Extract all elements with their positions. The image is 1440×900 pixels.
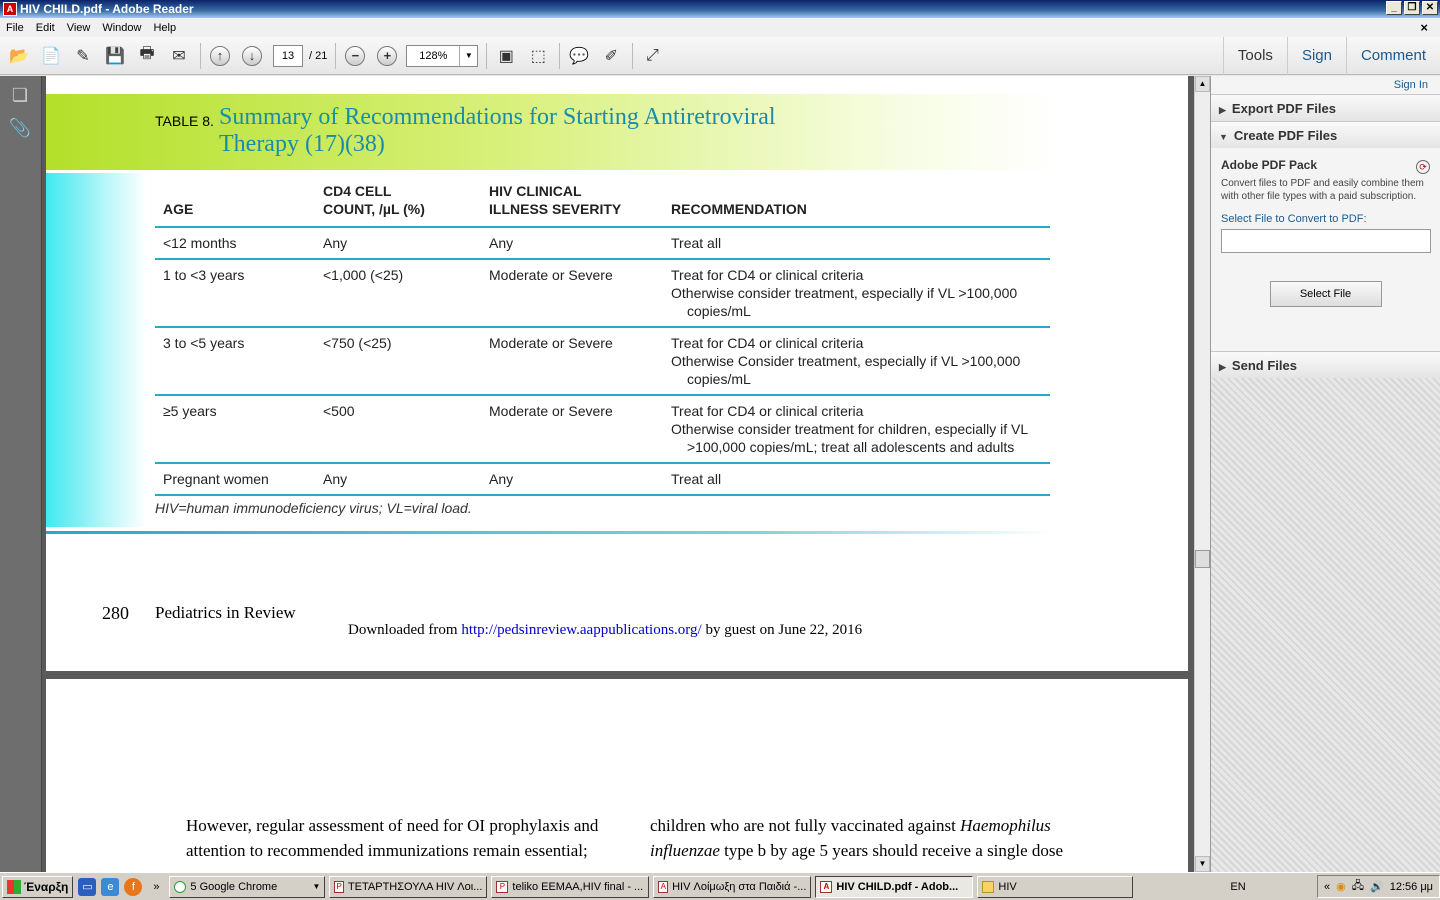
chevron-right-icon: ▶ xyxy=(1219,362,1226,372)
show-desktop-icon[interactable]: ▭ xyxy=(78,878,96,896)
system-tray xyxy=(1317,875,1440,898)
task-folder[interactable] xyxy=(977,876,1133,898)
toolbar-separator xyxy=(486,43,487,69)
toolbar-separator xyxy=(335,43,336,69)
adobe-reader-icon: A xyxy=(3,2,17,16)
previous-page-icon[interactable]: ↑ xyxy=(207,43,233,69)
send-files-label: Send Files xyxy=(1231,358,1297,373)
zoom-in-icon[interactable]: + xyxy=(374,43,400,69)
table-row xyxy=(155,228,1050,260)
create-pdf-section[interactable] xyxy=(1211,121,1440,148)
rec-line: copies/mL xyxy=(687,303,751,319)
text-line: However, regular assessment of need for OI prophylaxis and xyxy=(186,816,599,835)
table-header-row xyxy=(155,173,1050,228)
close-button[interactable]: ✕ xyxy=(1422,1,1438,15)
scroll-up-icon[interactable]: ▲ xyxy=(1195,76,1210,92)
chevron-down-icon: ▼ xyxy=(312,881,321,891)
cell-severity: Any xyxy=(489,235,514,251)
table-bottom-rule xyxy=(46,531,1056,534)
cell-age: ≥5 years xyxy=(163,403,217,419)
cell-severity: Moderate or Severe xyxy=(489,267,613,283)
print-icon[interactable]: 🖶 xyxy=(139,45,155,62)
task-label: teliko EEMAA,HIV final - ... xyxy=(512,880,644,893)
chrome-icon xyxy=(174,881,186,893)
right-tool-tabs xyxy=(1223,37,1440,75)
cell-recommendation xyxy=(671,328,1050,394)
minimize-button[interactable]: _ xyxy=(1386,1,1402,15)
rec-line: Otherwise consider treatment, especially if VL >100,000 xyxy=(671,285,1018,301)
header-age: AGE xyxy=(163,201,194,217)
start-label: Έναρξη xyxy=(24,879,69,894)
highlight-icon[interactable]: ✐ xyxy=(604,47,619,65)
cell-age: 1 to <3 years xyxy=(163,267,245,283)
comment-bubble-icon[interactable]: 💬 xyxy=(569,47,590,65)
open-icon[interactable]: 📂 xyxy=(9,47,29,65)
pdf-icon: A xyxy=(658,881,668,893)
left-column-text xyxy=(186,813,626,863)
cell-severity: Moderate or Severe xyxy=(489,403,613,419)
powerpoint-icon: P xyxy=(496,881,508,893)
text-line xyxy=(650,838,1090,863)
table-title-line-1: Summary of Recommendations for Starting Antiretroviral xyxy=(219,104,776,130)
download-link[interactable]: http://pedsinreview.aappublications.org/ xyxy=(461,622,702,638)
attachments-icon[interactable]: 📎 xyxy=(8,118,32,138)
pdf-pack-title: Adobe PDF Pack xyxy=(1221,158,1318,172)
select-file-button[interactable]: Select File xyxy=(1270,281,1382,307)
folder-icon xyxy=(982,881,994,893)
text-line: attention to recommended immunizations remain essential; xyxy=(186,841,588,860)
edit-pdf-icon[interactable]: ✎ xyxy=(76,47,90,65)
recommendations-table xyxy=(155,173,1050,496)
header-recommendation: RECOMMENDATION xyxy=(671,201,807,217)
table-label: TABLE 8. xyxy=(155,113,214,129)
download-prefix: Downloaded from xyxy=(348,622,462,638)
text-line xyxy=(650,813,1090,838)
right-column-text xyxy=(650,813,1090,863)
rec-line: Treat for CD4 or clinical criteria xyxy=(671,403,864,419)
menu-edit[interactable]: Edit xyxy=(35,21,55,34)
text-run-italic: Haemophilus xyxy=(960,816,1051,835)
clock[interactable]: 12:56 μμ xyxy=(1389,880,1433,893)
save-icon[interactable]: 💾 xyxy=(105,47,125,65)
rec-line: Treat all xyxy=(671,235,722,251)
task-label: HIV Λοίμωξη στα Παιδιά -... xyxy=(672,880,807,893)
page-total: / 21 xyxy=(309,49,328,62)
cell-cd4: <750 (<25) xyxy=(323,335,392,351)
network-icon[interactable]: 🖧 xyxy=(1351,880,1365,892)
task-label: 5 Google Chrome xyxy=(190,880,278,893)
zoom-out-icon[interactable]: − xyxy=(342,43,368,69)
menu-file[interactable]: File xyxy=(6,21,24,34)
sign-in-link[interactable]: Sign In xyxy=(1211,76,1440,94)
cell-cd4: <1,000 (<25) xyxy=(323,267,404,283)
email-icon[interactable]: ✉ xyxy=(172,47,186,65)
page-number-input[interactable]: 13 xyxy=(273,45,303,67)
table-row xyxy=(155,260,1050,328)
menu-view[interactable]: View xyxy=(66,21,91,34)
toolbar-separator xyxy=(559,43,560,69)
chevron-right-icon: ▶ xyxy=(1219,105,1226,115)
pdf-icon: A xyxy=(820,881,832,893)
cell-cd4: Any xyxy=(323,471,348,487)
restore-button[interactable]: ❐ xyxy=(1404,1,1420,15)
task-label: ΤΕΤΑΡΤΗΣΟΥΛΑ HIV Λοι... xyxy=(347,880,483,893)
tab-sign[interactable]: Sign xyxy=(1287,37,1346,75)
task-powerpoint-2[interactable] xyxy=(491,876,649,898)
cell-recommendation xyxy=(671,228,1050,258)
table-row xyxy=(155,464,1050,496)
menu-help[interactable]: Help xyxy=(153,21,177,34)
download-notice xyxy=(348,622,862,639)
text-run-italic: influenzae xyxy=(650,841,720,860)
next-page-icon[interactable]: ↓ xyxy=(239,43,265,69)
table-title-line-2: Therapy (17)(38) xyxy=(219,131,385,157)
task-pdf-1[interactable] xyxy=(653,876,811,898)
header-severity: HIV CLINICAL ILLNESS SEVERITY xyxy=(489,183,622,217)
table-row xyxy=(155,328,1050,396)
header-cd4: CD4 CELL COUNT, /µL (%) xyxy=(323,183,425,217)
zoom-value: 128% xyxy=(419,49,448,62)
chevron-down-icon: ▼ xyxy=(1219,132,1228,142)
internet-explorer-icon[interactable]: e xyxy=(101,878,119,896)
create-pdf-panel xyxy=(1211,148,1440,351)
journal-name: Pediatrics in Review xyxy=(155,603,296,622)
cell-cd4: Any xyxy=(323,235,348,251)
windows-logo-icon xyxy=(7,880,21,894)
menu-bar xyxy=(0,18,1440,37)
tab-comment[interactable]: Comment xyxy=(1346,37,1440,75)
task-pdf-active[interactable] xyxy=(815,876,973,898)
create-pdf-label: Create PDF Files xyxy=(1233,128,1338,143)
cell-severity: Any xyxy=(489,471,514,487)
menu-window[interactable]: Window xyxy=(102,21,142,34)
table-side-band xyxy=(46,173,146,527)
task-label: HIV xyxy=(998,880,1017,893)
cell-age: Pregnant women xyxy=(163,471,269,487)
window-title: HIV CHILD.pdf - Adobe Reader xyxy=(20,2,194,16)
scroll-thumb[interactable] xyxy=(1195,550,1210,568)
rec-line: Treat all xyxy=(671,471,722,487)
task-label: HIV CHILD.pdf - Adob... xyxy=(836,880,959,893)
rec-line: Otherwise consider treatment for children, especially if VL xyxy=(671,421,1029,437)
tools-pane xyxy=(1210,76,1440,872)
language-indicator[interactable]: EN xyxy=(1230,880,1246,893)
pdf-page xyxy=(46,76,1188,671)
task-chrome[interactable] xyxy=(169,876,325,898)
cell-recommendation xyxy=(671,464,1050,494)
rec-line: copies/mL xyxy=(687,371,751,387)
scroll-down-icon[interactable]: ▼ xyxy=(1195,856,1210,872)
zoom-select[interactable] xyxy=(406,45,478,67)
table-footnote: HIV=human immunodeficiency virus; VL=viral load. xyxy=(155,500,472,516)
page-number: 280 xyxy=(102,603,129,623)
firefox-icon[interactable]: f xyxy=(124,878,142,896)
cell-age: 3 to <5 years xyxy=(163,335,245,351)
start-button[interactable] xyxy=(2,876,73,898)
vertical-scrollbar[interactable] xyxy=(1194,76,1210,872)
rec-line: Otherwise Consider treatment, especially if VL >100,000 xyxy=(671,353,1021,369)
fit-width-icon[interactable]: ⬚ xyxy=(530,47,546,65)
rec-line: Treat for CD4 or clinical criteria xyxy=(671,335,864,351)
cell-recommendation xyxy=(671,396,1050,462)
full-screen-icon[interactable]: ⤢ xyxy=(645,46,659,64)
cell-recommendation xyxy=(671,260,1050,326)
toolbar-separator xyxy=(632,43,633,69)
navigation-pane xyxy=(0,76,42,872)
export-pdf-section[interactable] xyxy=(1211,94,1440,121)
main-toolbar xyxy=(0,37,1440,75)
tray-expand-icon[interactable]: « xyxy=(1324,880,1331,893)
document-view[interactable] xyxy=(42,76,1194,872)
pdf-page xyxy=(46,679,1188,872)
download-suffix: by guest on June 22, 2016 xyxy=(701,622,863,638)
powerpoint-icon: P xyxy=(334,881,344,893)
tab-tools[interactable]: Tools xyxy=(1223,37,1287,75)
tray-app-icon[interactable]: ◉ xyxy=(1336,881,1346,893)
send-files-section[interactable] xyxy=(1211,351,1440,378)
chevron-down-icon[interactable]: ▼ xyxy=(459,46,477,66)
text-run: type b by age 5 years should receive a single dose xyxy=(719,841,1064,860)
table-row xyxy=(155,396,1050,464)
export-pdf-label: Export PDF Files xyxy=(1231,101,1336,116)
rec-line: >100,000 copies/mL; treat all adolescents and adults xyxy=(687,439,1015,455)
close-document-icon[interactable]: × xyxy=(1420,20,1428,35)
quicklaunch-more-icon[interactable]: » xyxy=(153,880,160,893)
cell-cd4: <500 xyxy=(323,403,355,419)
volume-icon[interactable]: 🔊 xyxy=(1370,881,1384,893)
fit-page-icon[interactable]: ▣ xyxy=(498,47,514,65)
text-run: children who are not fully vaccinated against xyxy=(650,816,961,835)
task-powerpoint-1[interactable] xyxy=(329,876,487,898)
pdf-pack-icon: ⟳ xyxy=(1416,160,1430,174)
select-file-field[interactable] xyxy=(1221,229,1431,253)
toolbar-separator xyxy=(200,43,201,69)
taskbar xyxy=(0,872,1440,900)
table-title xyxy=(219,104,776,158)
cell-age: <12 months xyxy=(163,235,237,251)
rec-line: Treat for CD4 or clinical criteria xyxy=(671,267,864,283)
window-titlebar xyxy=(0,0,1440,18)
page-thumbnails-icon[interactable]: ❏ xyxy=(11,85,29,105)
create-pdf-icon[interactable]: 📄 xyxy=(41,47,61,65)
cell-severity: Moderate or Severe xyxy=(489,335,613,351)
pdf-pack-description: Convert files to PDF and easily combine them with other file types with a paid subscription. xyxy=(1221,178,1424,202)
select-file-label: Select File to Convert to PDF: xyxy=(1221,213,1367,225)
